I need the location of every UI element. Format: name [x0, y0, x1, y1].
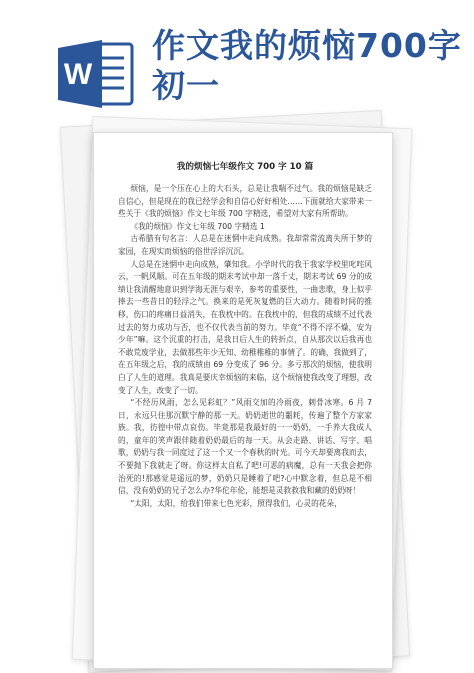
header-banner — [0, 0, 474, 130]
paragraph: “太阳，太阳，给我们带来七色光彩，照得我们，心灵的花朵， — [130, 498, 342, 508]
document-title: 我的烦恼七年级作文 700 字 10 篇 — [176, 162, 314, 172]
paragraph: “不经历风雨，怎么见彩虹？”风雨交加的冷雨夜，刺骨冰寒。6 月 7 日，永远只住那沉默宁静的那一天。奶奶逝世的噩耗，传遍了整个方家家族。我，彷徨中带点哀伤。毕竟那是我最好的一一奶奶，一手养大我成人的，童年的笑声跟伴随着奶奶最后的每一天。从会走路、讲话、写字、唱歌，奶奶与我一同度过了这一个又一个春秋的时光。可今天却要离我而去，不要抛下我就走了呀。你这样太自私了吧!可恶的病魔，总有一天我会把你治死的!那感觉是遥远的梦，奶奶只是睡着了吧?心中默念着，但总是不相信，没有奶奶的兄子怎么办?华佗年伦，能想是灵救救我和藏的奶奶呀！ — [118, 398, 372, 496]
word-doc-icon — [58, 38, 136, 110]
section-heading: 《我的烦恼》作文七年级 700 字精选 1 — [130, 221, 265, 231]
paragraph: 古希腊有句名言：人总是在迷惘中走向成熟。我却常常流离失所于梦的家园，在现实而烦恼的俗世浮浮沉沉。 — [118, 234, 372, 256]
paragraph: 人总是在迷惘中走向成熟，肇知我。小学时代的我于我家学校里叱咤风云，一帆风顺。可在五年级的期末考试中却一落千丈，期末考试 69 分的成绩让我清醒地意识到学海无涯与艰辛，参考的重要性，一曲悲歌，身上似乎捧去一些昔日的轻浮之气。换来的是死灰复燃的巨大动力。随着时间的推移，伤口的疼痛日益消失，在我枕中的。在我枕中的，但我的成绩不过代表过去的努力成功与否，也不仅代表当前的努力。毕竟“不得不浮不燥，安为少年”嘛。这个沉重的打击，是我日后人生的转折点，自从那次以后我再也不敢荒废学业，去做那些年少无知、幼稚稚稚的事情了。的确，我做到了，在五年级之后，我的成绩由 69 分变成了 96 分。多亏那次的烦恼，使我明白了人生的道理。我真是要庆幸烦恼的来临，这个烦恼使我改变了理想，改变了人生，改变了一切。 — [118, 259, 372, 395]
paragraph: 烦恼，是一个压在心上的大石头，总是让我喘不过气。我的烦恼是缺乏自信心，但是现在的我已经学会和自信心好好相处……下面就给大家带来一些关于《我的烦恼》作文七年级 700 字精选，希望对大家有所帮助。 — [118, 184, 372, 219]
page-title: 作文我的烦恼700字初一 — [152, 26, 462, 105]
document-preview-page[interactable] — [93, 132, 393, 669]
svg-text:W: W — [63, 58, 93, 91]
